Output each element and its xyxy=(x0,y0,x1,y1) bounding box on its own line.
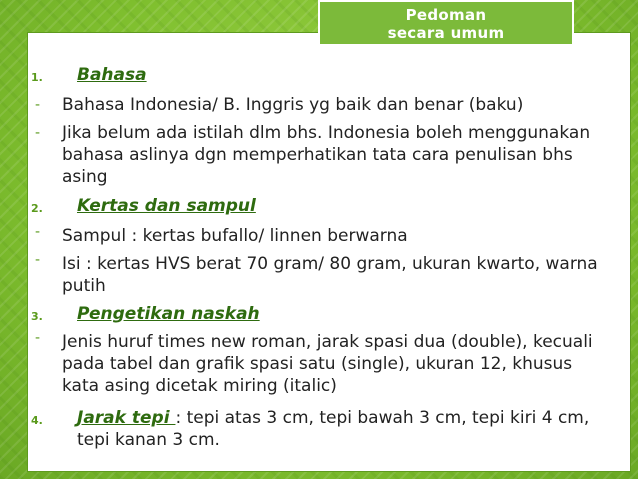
slide-title xyxy=(318,0,574,46)
dash-marker: - xyxy=(35,224,41,240)
dash-marker: - xyxy=(35,97,41,113)
bullet-text: Jenis huruf times new roman, jarak spasi dua (double), kecuali pada tabel dan grafik spasi satu (single), ukuran 12, khusus kata asing dicetak miring (italic) xyxy=(62,332,593,396)
section-number: 3. xyxy=(31,310,43,323)
dash-marker: - xyxy=(35,252,41,268)
dash-marker: - xyxy=(35,125,41,141)
section-number: 4. xyxy=(31,414,43,427)
section-heading: Jarak tepi xyxy=(77,408,176,428)
dash-marker: - xyxy=(35,330,41,346)
section-heading: Kertas dan sampul xyxy=(77,196,256,216)
bullet-text: Bahasa Indonesia/ B. Inggris yg baik dan benar (baku) xyxy=(62,95,524,115)
section-heading: Pengetikan naskah xyxy=(77,304,260,324)
bullet-text: Sampul : kertas bufallo/ linnen berwarna xyxy=(62,226,408,246)
bullet-text: Isi : kertas HVS berat 70 gram/ 80 gram, ukuran kwarto, warna putih xyxy=(62,254,598,296)
title-line-2: secara umum xyxy=(387,24,505,42)
title-line-1: Pedoman xyxy=(405,6,487,24)
section-number: 2. xyxy=(31,202,43,215)
bullet-text: Jika belum ada istilah dlm bhs. Indonesia boleh menggunakan bahasa aslinya dgn memperhatikan tata cara penulisan bhs asing xyxy=(62,123,591,187)
section-inline-text: : tepi atas 3 cm, tepi bawah 3 cm, tepi kiri 4 cm, tepi kanan 3 cm. xyxy=(77,408,590,450)
section-body xyxy=(77,407,602,451)
section-heading: Bahasa xyxy=(77,65,147,85)
section-number: 1. xyxy=(31,71,43,84)
